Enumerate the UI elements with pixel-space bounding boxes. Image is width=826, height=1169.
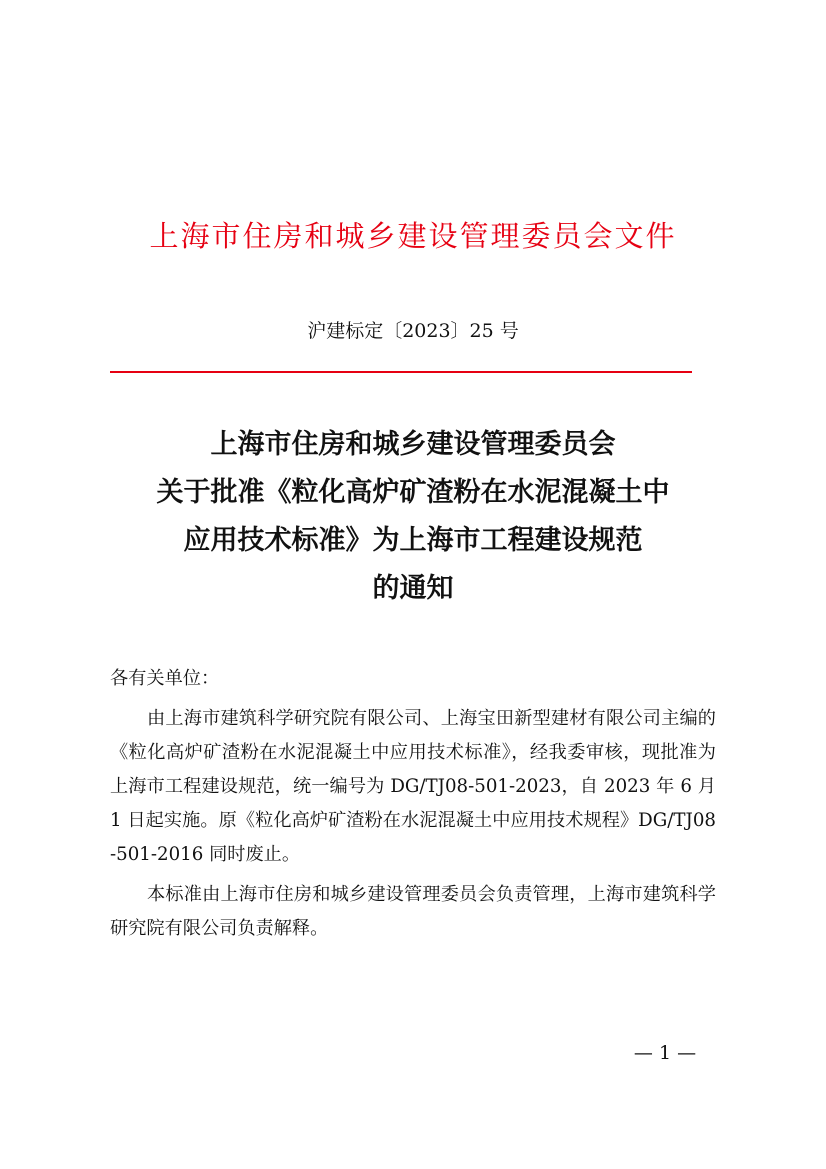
title-line-1: 上海市住房和城乡建设管理委员会 (210, 429, 616, 460)
body-paragraph-2: 本标准由上海市住房和城乡建设管理委员会负责管理，上海市建筑科学研究院有限公司负责解释。 (110, 884, 716, 939)
red-separator-rule (110, 371, 692, 373)
notice-body (110, 662, 716, 952)
document-number: 沪建标定〔2023〕25 号 (307, 320, 519, 342)
salutation: 各有关单位： (110, 668, 220, 689)
notice-title (80, 421, 746, 613)
body-paragraph-1: 由上海市建筑科学研究院有限公司、上海宝田新型建材有限公司主编的《粒化高炉矿渣粉在水泥混凝土中应用技术标准》，经我委审核，现批准为上海市工程建设规范，统一编号为 DG/TJ08-501-2023，自 2023 年 6 月 1 日起实施。原《粒化高炉矿渣粉在水泥混凝土中应用技术规程》DG/TJ08-501-2016 同时废止。 (110, 708, 716, 865)
issuer-masthead: 上海市住房和城乡建设管理委员会文件 (149, 219, 677, 253)
title-line-3: 应用技术标准》为上海市工程建设规范 (183, 525, 643, 556)
title-line-4: 的通知 (372, 573, 454, 604)
page-number: — 1 — (633, 1042, 697, 1064)
title-line-2: 关于批准《粒化高炉矿渣粉在水泥混凝土中 (156, 477, 670, 508)
